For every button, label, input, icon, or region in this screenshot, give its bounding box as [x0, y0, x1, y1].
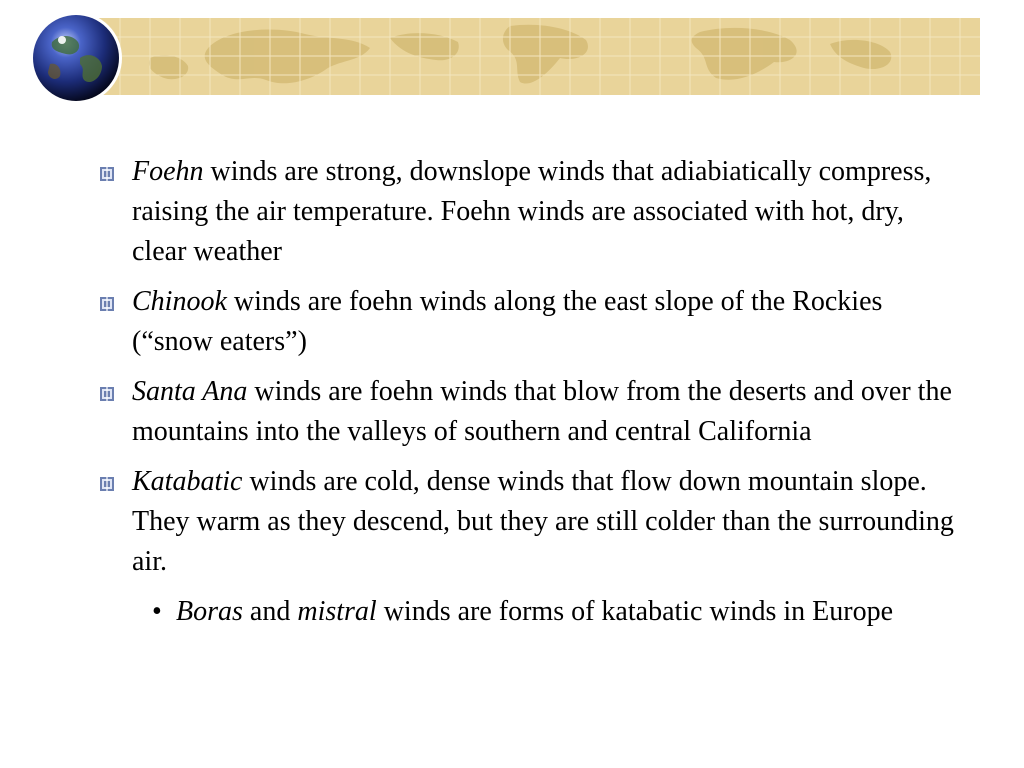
term-foehn: Foehn: [132, 156, 204, 187]
sub-bullet-boras-mistral: [96, 592, 956, 632]
text-foehn: winds are strong, downslope winds that adiabiatically compress, raising the air temperature. Foehn winds are associated with hot, dry, clear weather: [132, 156, 932, 267]
text-santa-ana: winds are foehn winds that blow from the deserts and over the mountains into the valleys of southern and central California: [132, 376, 952, 447]
text-boras-mistral: winds are forms of katabatic winds in Europe: [376, 596, 894, 627]
text-chinook: winds are foehn winds along the east slope of the Rockies (“snow eaters”): [132, 286, 883, 357]
bullet-marker-icon: [100, 297, 114, 311]
bullet-katabatic: [96, 462, 956, 582]
sub-bullet-dot: •: [152, 596, 162, 627]
term-mistral: mistral: [297, 596, 377, 627]
bullet-marker-icon: [100, 477, 114, 491]
globe-icon: [30, 12, 122, 104]
text-katabatic: winds are cold, dense winds that flow down mountain slope. They warm as they descend, but they are still colder than the surrounding air.: [132, 466, 954, 577]
bullet-marker-icon: [100, 387, 114, 401]
term-chinook: Chinook: [132, 286, 227, 317]
bullet-marker-icon: [100, 167, 114, 181]
world-map-banner: [90, 18, 980, 95]
term-boras: Boras: [176, 596, 243, 627]
term-santa-ana: Santa Ana: [132, 376, 248, 407]
term-katabatic: Katabatic: [132, 466, 243, 497]
bullet-chinook: [96, 282, 956, 362]
bullet-foehn: [96, 152, 956, 272]
connector-and: and: [242, 596, 298, 627]
bullet-santa-ana: [96, 372, 956, 452]
bullet-list: [96, 152, 956, 632]
